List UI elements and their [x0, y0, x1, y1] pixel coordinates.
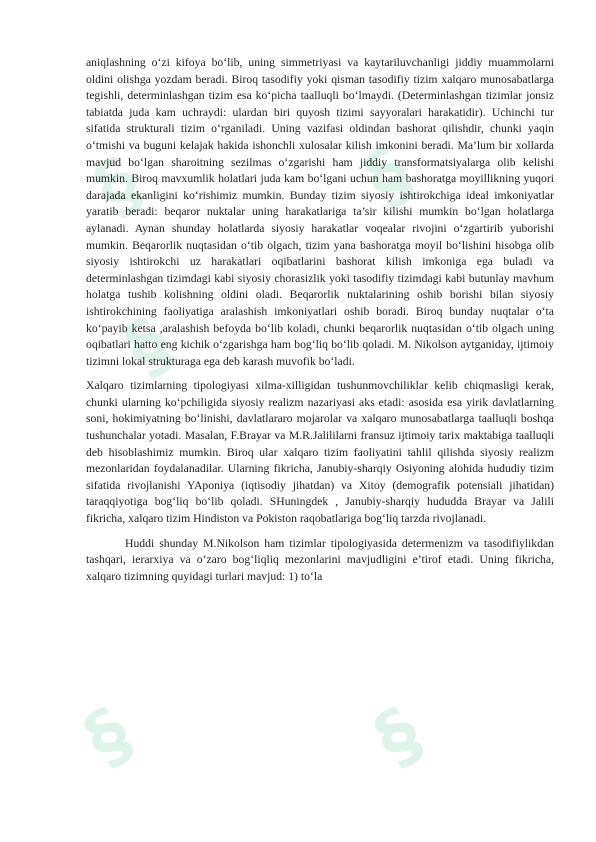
watermark-mark: § — [350, 130, 426, 222]
watermark-mark: § — [360, 690, 436, 782]
watermark-mark: § — [80, 140, 156, 232]
watermark-mark: § — [70, 690, 146, 782]
paragraph-3: Huddi shunday M.Nikolson ham tizimlar tipologiyasida determenizm va tasodifiylikdan tashqari, ierarxiya va o‘zaro bog‘liqliq mezonlarini mavjudligini e’tirof etadi. Uning fikricha, xalqaro tizimning quyidagi turlari mavjud: 1) to‘la — [86, 536, 554, 583]
document-body — [80, 55, 554, 585]
paragraph-1: aniqlashning o‘zi kifoya bo‘lib, uning simmetriyasi va kaytariluvchanligi jiddiy muammolarni oldini olishga yozdam beradi. Biroq tasodifiy yoki qisman tasodifiy tizim xalqaro munosabatlarga tegishli, determinlashgan tizim esa ko‘picha taalluqli bo‘lmaydi. (Determinlashgan tizimlar jonsiz tabiatda juda kam uchraydi: ulardan biri quyosh tizimi sayyoralari harakatidir). Uchinchi tur sifatida strukturali tizim o‘rganiladi. Uning vazifasi oldindan bashorat qilishdir, chunki yaqin o‘tmishi va buguni kelajak hakida ishonchli xulosalar kilish imkonini beradi. Ma’lum bir xollarda mavjud bo‘lgan sharoitning sezilmas o‘zgarishi ham jiddiy transformatsiyalarga olib kelishi mumkin. Biroq mavxumlik holatlari juda kam bo‘lgani uchun ham bashoratga moyillikning yuqori darajada ekanligini ko‘rishimiz mumkin. Bunday tizim siyosiy ishtirokchiga ideal imkoniyatlar yaratib beradi: beqaror nuktalar uning harakatlariga ta’sir kilishi mumkin bo‘lgan holatlarga aylanadi. Aynan shunday holatlarda siyosiy harakatlar voqealar rivojini o‘zgartirib yuborishi mumkin. Beqarorlik nuqtasidan o‘tib olgach, tizim yana bashoratga moyil bo‘lishini hisobga olib siyosiy ishtirokchi uz harakatlari oqibatlarini bashorat kilish imkoniga ega buladi va determinlashgan tizimdagi kabi siyosiy chorasizlik yoki tasodifiy tizimdagi kabi butunlay mavhum holatga tushib kolishning oldini oladi. Beqarorlik nuktalarining oshib borishi bilan siyosiy ishtirokchining faoliyatiga aralashish imkoniyatlari oshib boradi. Biroq bunday nuqtalar o‘ta ko‘payib ketsa ,aralashish befoyda bo‘lib koladi, chunki beqarorlik nuqtasidan o‘tib olgach uning oqibatlari hatto eng kichik o‘zgarishga ham bog‘liq bo‘lib qoladi. M. Nikolson aytganiday, ijtimoiy tizimni lokal strukturaga ega deb karash muvofik bo‘ladi. — [86, 56, 554, 368]
paragraph-2: Xalqaro tizimlarning tipologiyasi xilma-xilligidan tushunmovchiliklar kelib chiqmasligi kerak, chunki ularning ko‘pchiligida siyosiy realizm nazariyasi aks etadi: asosida esa yirik davlatlarning soni, hokimiyatning bo‘linishi, davlatlararo mojarolar va xalqaro munosabatlarga taalluqli boshqa tushunchalar yotadi. Masalan, F.Brayar va M.R.Jalililarni fransuz ijtimoiy tarix maktabiga taalluqli deb hisoblashimiz mumkin. Biroq ular xalqaro tizim faoliyatini tahlil qilishda siyosiy realizm mezonlaridan foydalanadilar. Ularning fikricha, Janubiy-sharqiy Osiyoning alohida hududiy tizim sifatida rivojlanishi YAponiya (iqtisodiy jihatdan) va Xitoy (demografik potensiali jihatidan) taraqqiyotiga bog‘liq bo‘lib qoladi. SHuningdek , Janubiy-sharqiy hududda Brayar va Jalili fikricha, xalqaro tizim Hindiston va Pokiston raqobatlariga bog‘liq tarzda rivojlanadi. — [86, 379, 554, 526]
watermark-mark: § — [110, 300, 186, 392]
